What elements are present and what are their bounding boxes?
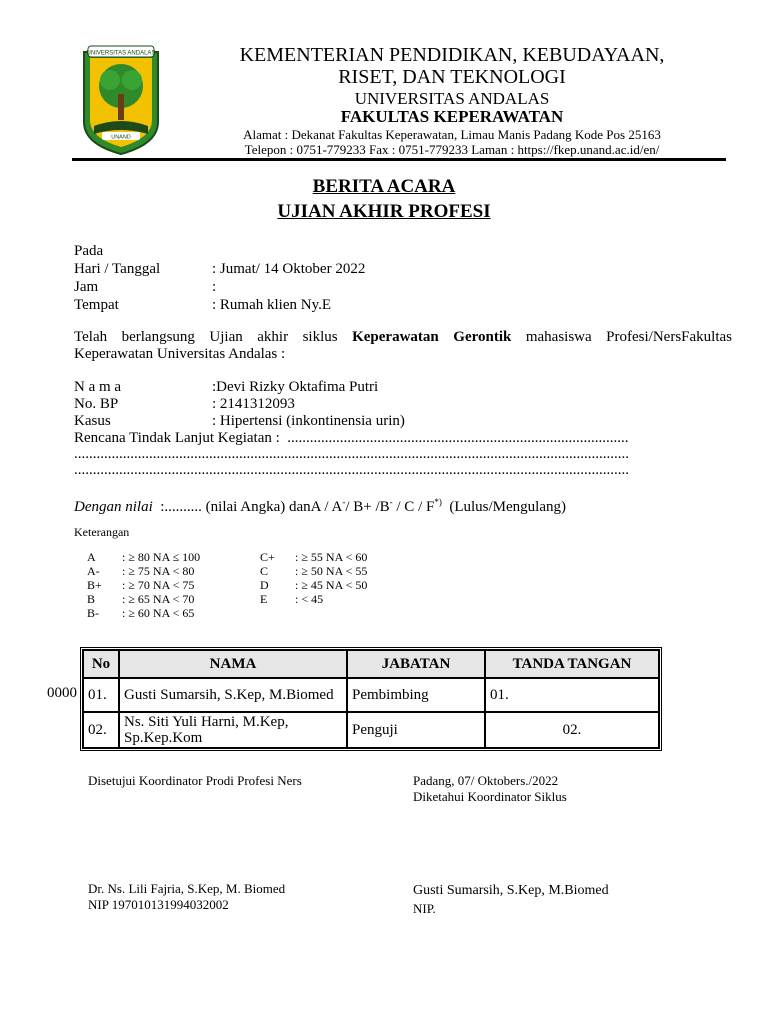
bp-label: No. BP [74,396,119,412]
document-title-line-1: BERITA ACARA [312,176,456,197]
cell-no: 01. [83,678,119,712]
grade-text: :.......... (nilai Angka) danA / A [152,499,343,515]
cell-signature[interactable]: 01. [485,678,659,712]
grade-letter: A- [87,564,100,578]
grade-range: : ≥ 50 NA < 55 [295,564,368,578]
right-signatory-nip: NIP. [413,901,436,916]
grade-status: (Lulus/Mengulang) [441,499,566,515]
statement-course: Keperawatan Gerontik [352,329,512,345]
header-divider [72,158,726,161]
nama-label: N a m a [74,379,122,395]
jam-value: : [212,279,217,295]
keterangan-left [87,550,200,620]
grade-letter: C+ [260,550,275,564]
jam-label: Jam [74,279,99,295]
statement-line-1 [74,329,732,346]
statement-line-2: Keperawatan Universitas Andalas : [74,346,286,362]
grade-range: : ≥ 70 NA < 75 [122,578,195,592]
place-date: Padang, 07/ Oktobers./2022 [413,773,559,788]
dotted-line-2: .................................................................................................................................................... [74,462,629,478]
grade-range: : < 45 [295,592,324,606]
grade-range: : ≥ 80 NA ≤ 100 [122,550,201,564]
statement-part-2: mahasiswa Profesi/NersFakultas [511,329,732,345]
grade-row-a [87,550,200,564]
grade-range: : ≥ 75 NA < 80 [122,564,195,578]
left-signatory-nip: NIP 197010131994032002 [88,897,229,912]
grade-label: Dengan nilai [74,499,153,515]
contact-line: Telepon : 0751-779233 Fax : 0751-779233 Laman : https://fkep.unand.ac.id/en/ [244,142,660,157]
grade-row-e [260,592,367,606]
grade-range: : ≥ 55 NA < 60 [295,550,368,564]
nama-value: :Devi Rizky Oktafima Putri [212,379,379,395]
tempat-value: : Rumah klien Ny.E [212,297,332,313]
grade-range: : ≥ 60 NA < 65 [122,606,195,620]
left-signatory-name: Dr. Ns. Lili Fajria, S.Kep, M. Biomed [88,881,286,896]
rtl-label: Rencana Tindak Lanjut Kegiatan : [74,430,288,446]
grade-letter: E [260,592,268,606]
kasus-value: : Hipertensi (inkontinensia urin) [212,413,405,429]
grade-row-c-plus [260,550,367,564]
table-row [83,712,659,748]
grade-tail: / C / F [392,499,435,515]
grade-letter: B- [87,606,99,620]
pada-label: Pada [74,243,104,259]
grade-range: : ≥ 45 NA < 50 [295,578,368,592]
grade-row-b [87,592,200,606]
grade-letter: C [260,564,269,578]
header-tanda-tangan: TANDA TANGAN [485,650,659,678]
cell-jabatan: Pembimbing [347,678,485,712]
grade-minus-1: - [342,497,346,507]
grade-letter: B+ [87,578,102,592]
table-row [83,678,659,712]
address-line: Alamat : Dekanat Fakultas Keperawatan, Limau Manis Padang Kode Pos 25163 [243,127,661,142]
cell-nama: Ns. Siti Yuli Harni, M.Kep, Sp.Kep.Kom [119,712,347,748]
cell-jabatan: Penguji [347,712,485,748]
statement-part-1: Telah berlangsung Ujian akhir siklus [74,329,353,345]
header-nama: NAMA [119,650,347,678]
university-logo [80,44,162,156]
grade-row-b-plus [87,578,200,592]
header-jabatan: JABATAN [347,650,485,678]
grade-letter: A [87,550,96,564]
logo-text-top: UNIVERSITAS ANDALAS [86,50,156,57]
hari-tanggal-label: Hari / Tanggal [74,261,161,277]
grade-range: : ≥ 65 NA < 70 [122,592,195,606]
bp-value: : 2141312093 [212,396,295,412]
keterangan-title: Keterangan [74,525,130,539]
grade-row-d [260,578,367,592]
grade-letter: B [87,592,96,606]
document-title-line-2: UJIAN AKHIR PROFESI [277,201,491,222]
grade-footnote: *) [434,497,442,507]
rtl-line [74,430,652,447]
hari-tanggal-value: : Jumat/ 14 Oktober 2022 [212,261,366,277]
ministry-line-1: KEMENTERIAN PENDIDIKAN, KEBUDAYAAN, [239,44,665,66]
examiner-table [80,647,662,751]
tempat-label: Tempat [74,297,119,313]
grade-letter: D [260,578,269,592]
grade-row-b-minus [87,606,200,620]
acknowledged-title: Diketahui Koordinator Siklus [413,789,567,804]
ministry-line-2: RISET, DAN TEKNOLOGI [338,66,566,88]
cell-nama: Gusti Sumarsih, S.Kep, M.Biomed [119,678,347,712]
approval-title: Disetujui Koordinator Prodi Profesi Ners [88,773,302,788]
margin-text: 0000 [47,685,77,701]
rtl-dots: ........................................................................................... [287,430,629,446]
grade-minus-2: - [389,497,393,507]
grade-row-a-minus [87,564,200,578]
dotted-line-1: .................................................................................................................................................... [74,446,629,462]
grade-mid: / B+ /B [345,499,390,515]
faculty-name: FAKULTAS KEPERAWATAN [340,107,564,126]
cell-signature[interactable]: 02. [485,712,659,748]
header-no: No [83,650,119,678]
university-name: UNIVERSITAS ANDALAS [354,89,550,108]
right-signatory-name: Gusti Sumarsih, S.Kep, M.Biomed [413,883,609,898]
table-header-row [83,650,659,678]
grade-row-c [260,564,367,578]
cell-no: 02. [83,712,119,748]
grade-line [74,497,566,516]
keterangan-right [260,550,367,606]
logo-text-bottom: UNAND [111,134,131,141]
kasus-label: Kasus [74,413,111,429]
